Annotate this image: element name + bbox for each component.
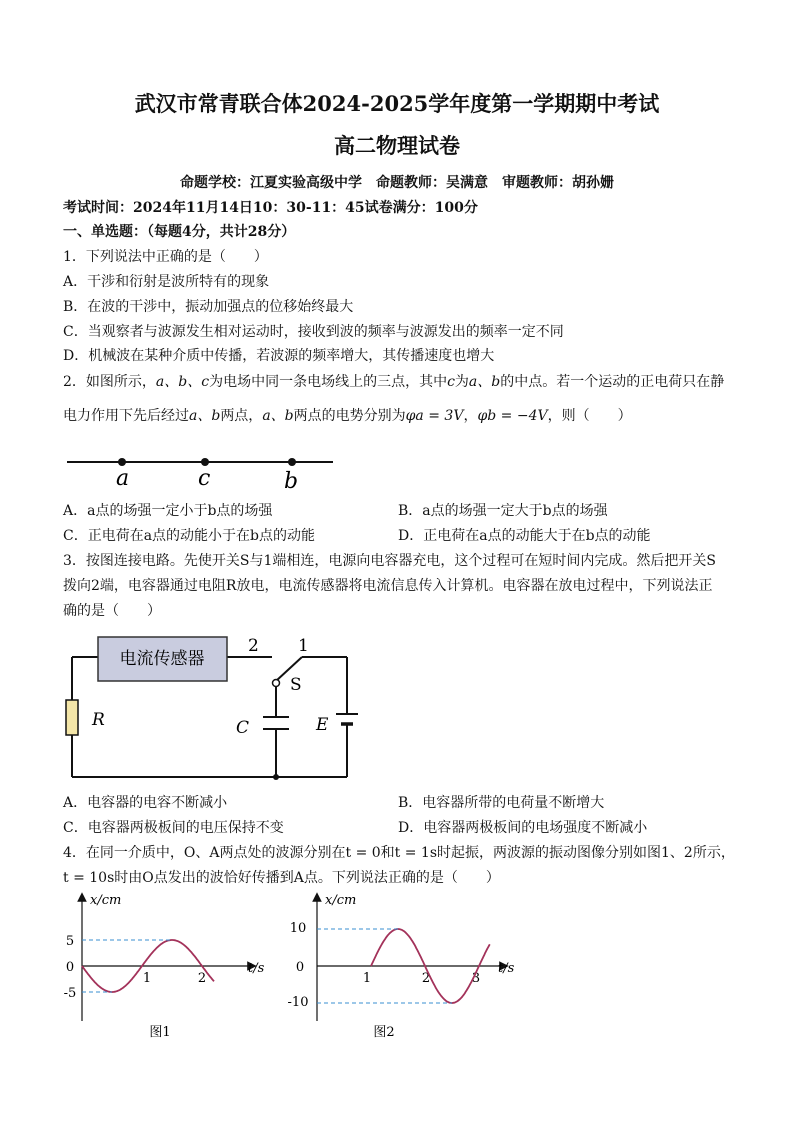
q3-option-b: B．电容器所带的电荷量不断增大 — [398, 795, 605, 811]
q3-option-d: D．电容器两极板间的电场强度不断减小 — [398, 820, 648, 836]
fig1-ytick-5: 5 — [65, 934, 75, 949]
paper-title: 高二物理试卷 — [334, 133, 460, 158]
fig1-x-axis-label: t/s — [248, 961, 265, 976]
fig1-xtick-2: 2 — [197, 971, 207, 986]
phi-b: φb = −4V — [477, 408, 548, 424]
fig2-xtick-3: 3 — [471, 971, 481, 986]
q4-stem-line2: t = 10s时由O点发出的波恰好传播到A点。下列说法正确的是（ ） — [63, 870, 500, 886]
junction-dot — [273, 774, 279, 780]
fig2-xtick-2: 2 — [421, 971, 431, 986]
exam-title: 武汉市常青联合体2024-2025学年度第一学期期中考试 — [134, 91, 660, 116]
switch-pivot — [273, 680, 280, 687]
fig2-xtick-1: 1 — [362, 971, 372, 986]
phi-a: φa = 3V — [405, 408, 464, 424]
q3-option-a: A．电容器的电容不断减小 — [63, 795, 228, 811]
q3-option-c: C．电容器两极板间的电压保持不变 — [63, 820, 284, 836]
section-heading: 一、单选题：（每题4分，共计28分） — [63, 224, 296, 240]
point-b-label: b — [284, 469, 299, 493]
q1-option-a: A．干涉和衍射是波所特有的现象 — [63, 274, 270, 290]
fig2-caption: 图2 — [373, 1025, 395, 1038]
point-a-label: a — [116, 466, 130, 491]
q2-option-a: A．a点的场强一定小于b点的场强 — [63, 503, 273, 519]
switch-label: S — [290, 675, 302, 695]
q2-stem-line1: 2．如图所示，a、b、c为电场中同一条电场线上的三点，其中c为a、b的中点。若一个运动的正电荷只在静 — [63, 374, 725, 390]
q2-option-c: C．正电荷在a点的动能小于在b点的动能 — [63, 528, 316, 544]
fig2-y-axis-label: x/cm — [325, 893, 357, 908]
terminal-2-label: 2 — [248, 636, 259, 656]
q4-stem-line1: 4．在同一介质中，O、A两点处的波源分别在t = 0和t = 1s时起振，两波源的振动图像分别如图1、2所示， — [63, 845, 735, 861]
fig1-ytick-neg5: -5 — [63, 986, 77, 1001]
fig2-ytick-0: 0 — [295, 960, 305, 975]
q1-option-d: D．机械波在某种介质中传播，若波源的频率增大，其传播速度也增大 — [63, 348, 495, 364]
fig1-ytick-0: 0 — [65, 960, 75, 975]
current-sensor-label: 电流传感器 — [119, 649, 205, 669]
fig1-xtick-1: 1 — [142, 971, 152, 986]
q1-stem: 1．下列说法中正确的是（ ） — [63, 249, 268, 265]
point-c-dot — [201, 458, 209, 466]
fig1-caption: 图1 — [149, 1025, 171, 1038]
battery-label: E — [316, 715, 329, 735]
q4-figure-1 — [60, 888, 275, 1038]
q3-stem-line3: 确的是（ ） — [63, 603, 161, 619]
credits-line: 命题学校：江夏实验高级中学 命题教师：吴满意 审题教师：胡孙姗 — [180, 175, 614, 191]
point-c-label: c — [198, 466, 211, 491]
q1-option-c: C．当观察者与波源发生相对运动时，接收到波的频率与波源发出的频率一定不同 — [63, 324, 564, 340]
point-a-dot — [118, 458, 126, 466]
q2-option-d: D．正电荷在a点的动能大于在b点的动能 — [398, 528, 651, 544]
terminal-1-label: 1 — [298, 636, 309, 656]
fig2-ytick-10: 10 — [289, 921, 307, 936]
q2-stem-line2: 电力作用下先后经过a、b两点，a、b两点的电势分别为φa = 3V，φb = −4V，则（ ） — [63, 408, 632, 424]
fig2-x-axis-label: t/s — [498, 961, 515, 976]
q3-circuit-figure — [62, 630, 372, 790]
q1-option-b: B．在波的干涉中，振动加强点的位移始终最大 — [63, 299, 354, 315]
q2-option-b: B．a点的场强一定大于b点的场强 — [398, 503, 608, 519]
q4-figure-2 — [280, 888, 520, 1038]
fig1-y-axis-label: x/cm — [90, 893, 122, 908]
resistor-label: R — [92, 710, 105, 730]
q2-field-line-figure — [60, 448, 340, 493]
q3-stem-line2: 拨向2端，电容器通过电阻R放电，电流传感器将电流信息传入计算机。电容器在放电过程中，下列说法正 — [63, 578, 713, 594]
exam-info: 考试时间：2024年11月14日10：30-11：45试卷满分：100分 — [63, 200, 478, 216]
capacitor-label: C — [236, 718, 250, 738]
fig2-ytick-neg10: -10 — [287, 995, 309, 1010]
q3-stem-line1: 3．按图连接电路。先使开关S与1端相连，电源向电容器充电，这个过程可在短时间内完成。然后把开关S — [63, 553, 716, 569]
point-b-dot — [288, 458, 296, 466]
resistor — [66, 700, 78, 735]
